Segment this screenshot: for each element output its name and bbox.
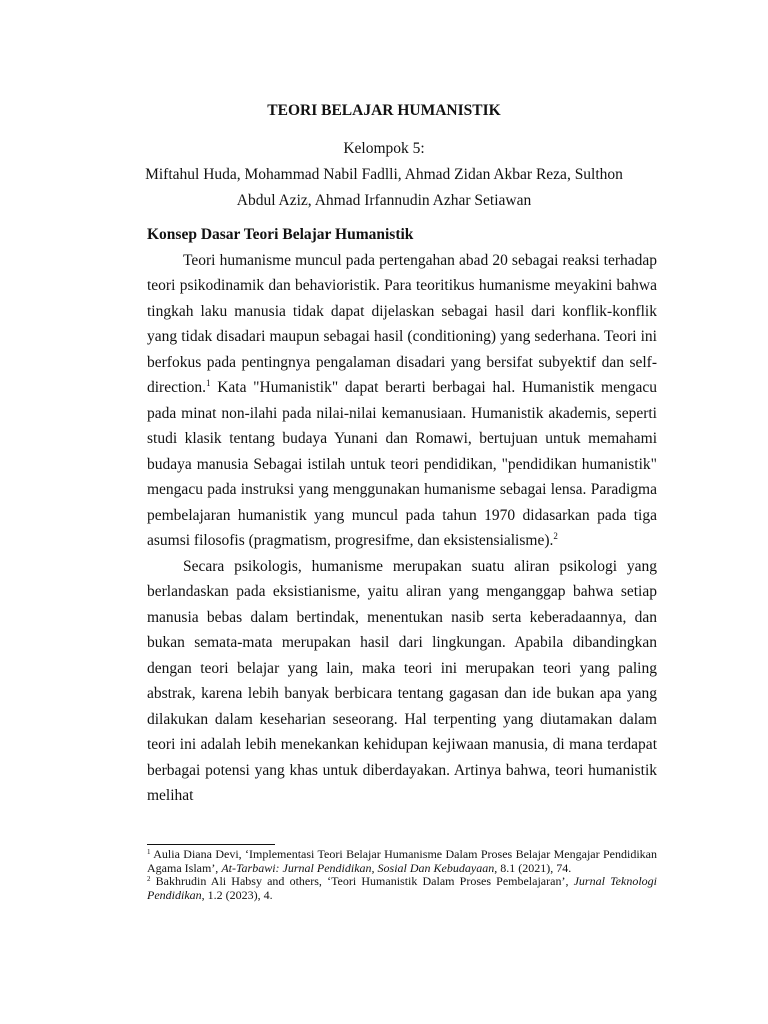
footnotes xyxy=(147,848,657,902)
paragraph-1-part-a: Teori humanisme muncul pada pertengahan abad 20 sebagai reaksi terhadap teori psikodinamik dan behavioristik. Para teoritikus humanisme meyakini bahwa tingkah laku manusia tidak dapat dijelaskan sebagai hasil dari konflik-konflik yang tidak disadari maupun sebagai hasil (conditioning) yang sederhana. Teori ini berfokus pada pentingnya pengalaman disadari yang bersifat subyektif dan self-direction. xyxy=(147,251,657,396)
footnote-text: Bakhrudin Ali Habsy and others, ‘Teori Humanistik Dalam Proses Pembelajaran’, xyxy=(150,874,574,889)
footnote-divider xyxy=(147,844,275,845)
footnote-text: Aulia Diana Devi, ‘Implementasi Teori Belajar Humanisme Dalam Proses Belajar Mengajar Pendidikan Agama Islam’, xyxy=(147,847,657,875)
authors-line-2: Abdul Aziz, Ahmad Irfannudin Azhar Setiawan xyxy=(236,192,532,209)
group-label: Kelompok 5: xyxy=(343,140,425,157)
paragraph-2: Secara psikologis, humanisme merupakan suatu aliran psikologi yang berlandaskan pada eksistianisme, yaitu aliran yang menganggap bahwa setiap manusia bebas dalam bertindak, menentukan nasib serta keberadaannya, dan bukan semata-mata merupakan hasil dari lingkungan. Apabila dibandingkan dengan teori belajar yang lain, maka teori ini merupakan teori yang paling abstrak, karena lebih banyak berbicara tentang gagasan dan ide bukan apa yang dilakukan dalam keseharian seseorang. Hal terpenting yang diutamakan dalam teori ini adalah lebih menekankan kehidupan kejiwaan manusia, di mana terdapat berbagai potensi yang khas untuk diberdayakan. Artinya bahwa, teori humanistik melihat xyxy=(147,557,657,804)
footnote-number: 1 xyxy=(147,848,151,856)
footnote-citation: , 1.2 (2023), 4. xyxy=(201,887,273,902)
footnote-journal: At-Tarbawi: Jurnal Pendidikan, Sosial Dan Kebudayaan xyxy=(221,860,495,875)
footnote-2 xyxy=(147,875,657,902)
authors-line-1: Miftahul Huda, Mohammad Nabil Fadlli, Ahmad Zidan Akbar Reza, Sulthon xyxy=(145,166,623,183)
paragraph-1-part-b: Kata "Humanistik" dapat berarti berbagai hal. Humanistik mengacu pada minat non-ilahi pada nilai-nilai kemanusiaan. Humanistik akademis, seperti studi klasik tentang budaya Yunani dan Romawi, bertujuan untuk memahami budaya manusia Sebagai istilah untuk teori pendidikan, "pendidikan humanistik" mengacu pada instruksi yang menggunakan humanisme sebagai lensa. Paradigma pembelajaran humanistik yang muncul pada tahun 1970 didasarkan pada tiga asumsi filosofis (pragmatism, progresifme, dan eksistensialisme). xyxy=(147,379,657,549)
footnote-number: 2 xyxy=(147,875,151,884)
main-body xyxy=(147,222,657,809)
section-heading: Konsep Dasar Teori Belajar Humanistik xyxy=(147,226,414,243)
document-title: TEORI BELAJAR HUMANISTIK xyxy=(267,102,501,119)
footnote-ref-1: 1 xyxy=(205,378,211,388)
author-block xyxy=(140,136,628,214)
footnote-1 xyxy=(147,848,657,875)
footnote-journal: Jurnal Teknologi Pendidikan xyxy=(147,874,657,902)
footnote-citation: , 8.1 (2021), 74. xyxy=(494,860,572,875)
footnote-ref-2: 2 xyxy=(553,531,558,541)
paragraph-1 xyxy=(147,248,657,554)
